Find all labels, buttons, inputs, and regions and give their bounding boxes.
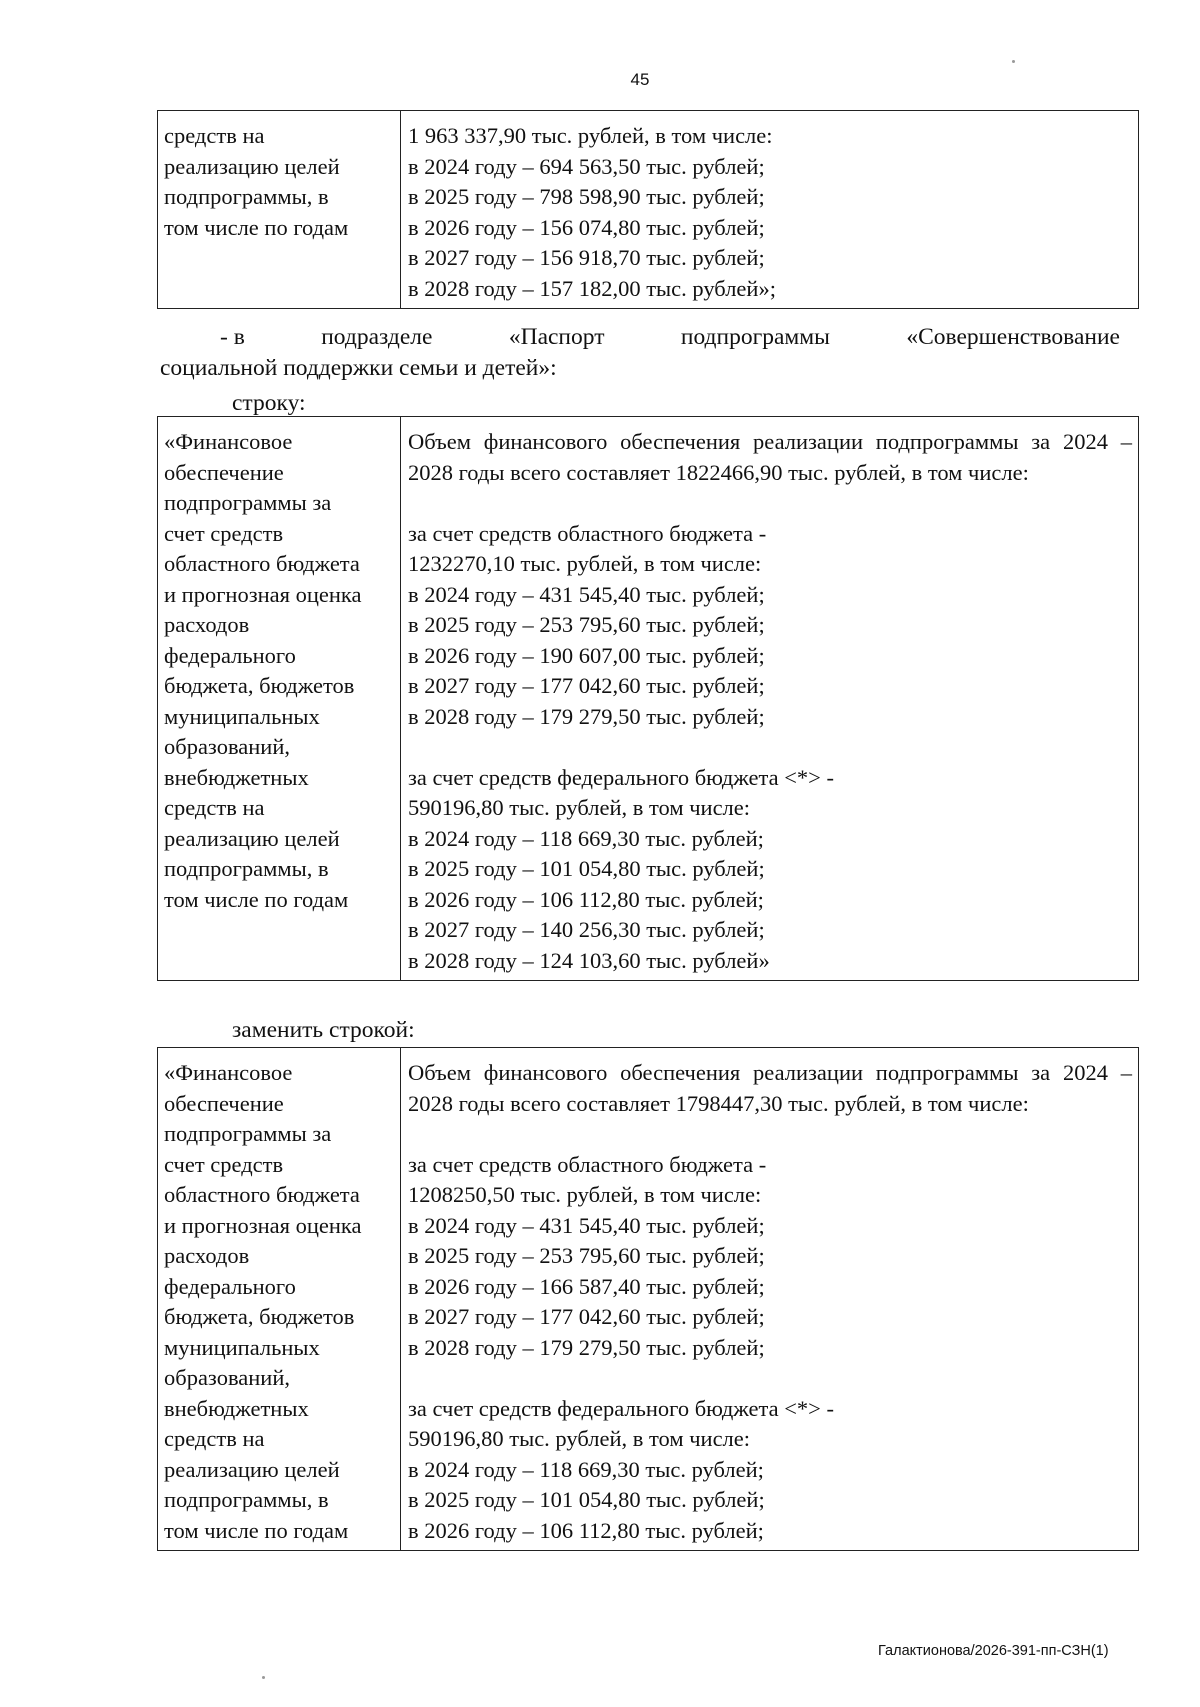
- funding-table-old: [157, 416, 1139, 981]
- value-line: в 2027 году – 156 918,70 тыс. рублей;: [408, 245, 765, 270]
- regional-line: в 2027 году – 177 042,60 тыс. рублей;: [408, 673, 765, 698]
- federal-line: 590196,80 тыс. рублей, в том числе:: [408, 1426, 751, 1451]
- label-line: реализацию целей: [164, 153, 340, 179]
- regional-line: 1208250,50 тыс. рублей, в том числе:: [408, 1182, 762, 1207]
- federal-line: в 2024 году – 118 669,30 тыс. рублей;: [408, 1456, 764, 1482]
- federal-line: в 2024 году – 118 669,30 тыс. рублей;: [408, 825, 764, 851]
- label-line: внебюджетных: [164, 764, 309, 790]
- label-line: том числе по годам: [164, 886, 349, 912]
- label-line: обеспечение: [164, 1090, 284, 1116]
- instruction-line-2: социальной поддержки семьи и детей»:: [160, 355, 557, 381]
- label-line: бюджета, бюджетов: [164, 673, 355, 698]
- label-line: бюджета, бюджетов: [164, 1304, 355, 1329]
- instruction-word: «Паспорт: [508, 324, 605, 350]
- instruction-word: подпрограммы: [680, 324, 830, 350]
- federal-line: в 2026 году – 106 112,80 тыс. рублей;: [408, 886, 764, 912]
- funding-summary: Объем финансового обеспечения реализации подпрограммы за 2024 – 2028 годы всего составляет 1798447,30 тыс. рублей, в том числе:: [408, 1060, 1132, 1116]
- federal-line: за счет средств федерального бюджета <*> -: [408, 1395, 834, 1421]
- label-line: муниципальных: [164, 703, 320, 729]
- regional-line: в 2024 году – 431 545,40 тыс. рублей;: [408, 581, 765, 607]
- table-row: [158, 417, 1139, 981]
- funding-summary: Объем финансового обеспечения реализации подпрограммы за 2024 – 2028 годы всего составляет 1822466,90 тыс. рублей, в том числе:: [408, 429, 1132, 485]
- label-line: подпрограммы, в: [164, 856, 329, 881]
- label-line: счет средств: [164, 1151, 284, 1177]
- label-line: и прогнозная оценка: [164, 1212, 362, 1238]
- label-line: подпрограммы, в: [164, 184, 329, 209]
- spacer: [408, 1119, 1132, 1150]
- federal-line: в 2025 году – 101 054,80 тыс. рублей;: [408, 856, 765, 881]
- document-footer-reference: Галактионова/2026-391-пп-СЗН(1): [878, 1643, 1109, 1659]
- label-line: том числе по годам: [164, 214, 349, 240]
- instruction-paragraph: [160, 322, 1120, 384]
- label-line: областного бюджета: [164, 1182, 360, 1207]
- value-line: 1 963 337,90 тыс. рублей, в том числе:: [408, 123, 773, 148]
- label-line: подпрограммы за: [164, 490, 332, 515]
- regional-line: в 2026 году – 166 587,40 тыс. рублей;: [408, 1273, 765, 1299]
- federal-line: в 2026 году – 106 112,80 тыс. рублей;: [408, 1517, 764, 1543]
- label-line: средств на: [164, 123, 265, 148]
- spacer: [408, 732, 1132, 763]
- label-row-replace-from: строку:: [232, 390, 306, 416]
- label-line: расходов: [164, 612, 250, 637]
- label-line: областного бюджета: [164, 551, 360, 576]
- label-line: обеспечение: [164, 459, 284, 485]
- instruction-word: «Совершенствование: [906, 324, 1120, 350]
- regional-line: 1232270,10 тыс. рублей, в том числе:: [408, 551, 762, 576]
- instruction-word: - в: [220, 324, 245, 350]
- row-value-cell: [401, 1048, 1139, 1551]
- label-line: «Финансовое: [164, 1060, 293, 1085]
- federal-line: в 2025 году – 101 054,80 тыс. рублей;: [408, 1487, 765, 1512]
- instruction-word: подразделе: [321, 324, 433, 350]
- row-value-cell: [401, 111, 1139, 309]
- value-line: в 2024 году – 694 563,50 тыс. рублей;: [408, 153, 765, 179]
- label-line: федерального: [164, 642, 296, 668]
- label-line: федерального: [164, 1273, 296, 1299]
- instruction-line-1: [160, 322, 1120, 353]
- value-line: в 2026 году – 156 074,80 тыс. рублей;: [408, 214, 765, 240]
- regional-line: в 2027 году – 177 042,60 тыс. рублей;: [408, 1304, 765, 1329]
- funding-table-continuation: [157, 110, 1139, 309]
- value-line: в 2025 году – 798 598,90 тыс. рублей;: [408, 184, 765, 209]
- scan-artifact: [1012, 60, 1015, 63]
- row-label-cell: [158, 111, 401, 309]
- value-line: в 2028 году – 157 182,00 тыс. рублей»;: [408, 275, 776, 301]
- spacer: [408, 1363, 1132, 1394]
- table-row: [158, 111, 1139, 309]
- federal-line: в 2028 году – 124 103,60 тыс. рублей»: [408, 947, 770, 973]
- table-row: [158, 1048, 1139, 1551]
- federal-line: в 2027 году – 140 256,30 тыс. рублей;: [408, 917, 765, 942]
- label-replace-with: заменить строкой:: [232, 1017, 415, 1043]
- scan-artifact: [262, 1676, 265, 1679]
- federal-line: за счет средств федерального бюджета <*> -: [408, 764, 834, 790]
- label-line: муниципальных: [164, 1334, 320, 1360]
- regional-line: в 2025 году – 253 795,60 тыс. рублей;: [408, 1243, 765, 1268]
- row-label-cell: [158, 417, 401, 981]
- label-line: средств на: [164, 1426, 265, 1451]
- label-line: подпрограммы за: [164, 1121, 332, 1146]
- regional-line: в 2028 году – 179 279,50 тыс. рублей;: [408, 1334, 765, 1360]
- regional-line: в 2028 году – 179 279,50 тыс. рублей;: [408, 703, 765, 729]
- regional-line: за счет средств областного бюджета -: [408, 1151, 767, 1177]
- label-line: образований,: [164, 1365, 291, 1390]
- row-value-cell: [401, 417, 1139, 981]
- label-line: средств на: [164, 795, 265, 820]
- page-number: 45: [630, 70, 650, 89]
- regional-line: в 2024 году – 431 545,40 тыс. рублей;: [408, 1212, 765, 1238]
- label-line: образований,: [164, 734, 291, 759]
- label-line: реализацию целей: [164, 1456, 340, 1482]
- row-label-cell: [158, 1048, 401, 1551]
- regional-line: в 2025 году – 253 795,60 тыс. рублей;: [408, 612, 765, 637]
- label-line: расходов: [164, 1243, 250, 1268]
- label-line: счет средств: [164, 520, 284, 546]
- label-line: «Финансовое: [164, 429, 293, 454]
- label-line: и прогнозная оценка: [164, 581, 362, 607]
- label-line: реализацию целей: [164, 825, 340, 851]
- funding-table-new: [157, 1047, 1139, 1551]
- label-line: подпрограммы, в: [164, 1487, 329, 1512]
- regional-line: за счет средств областного бюджета -: [408, 520, 767, 546]
- spacer: [408, 488, 1132, 519]
- federal-line: 590196,80 тыс. рублей, в том числе:: [408, 795, 751, 820]
- label-line: внебюджетных: [164, 1395, 309, 1421]
- label-line: том числе по годам: [164, 1517, 349, 1543]
- regional-line: в 2026 году – 190 607,00 тыс. рублей;: [408, 642, 765, 668]
